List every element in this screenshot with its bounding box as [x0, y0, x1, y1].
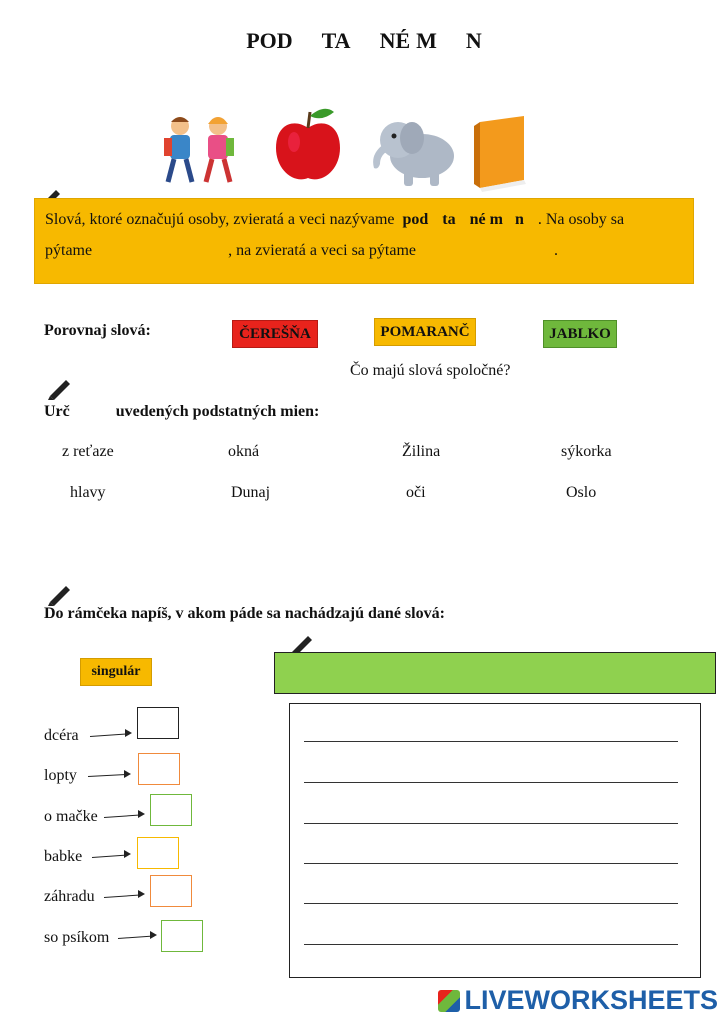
- word-tag-jablko: JABLKO: [543, 320, 617, 348]
- intro-text: . Na osoby sa: [537, 211, 625, 228]
- case-word: babke: [44, 848, 83, 865]
- compare-label: Porovnaj slová:: [44, 322, 151, 339]
- case-word: lopty: [44, 767, 77, 784]
- arrow-head: [138, 890, 145, 898]
- noun-word: okná: [228, 443, 260, 460]
- answer-box[interactable]: [137, 707, 179, 739]
- intro-bold: ta: [442, 211, 456, 228]
- writing-line[interactable]: [304, 903, 678, 904]
- arrow-head: [124, 850, 131, 858]
- answer-box[interactable]: [150, 875, 192, 907]
- noun-word: oči: [406, 484, 426, 501]
- intro-bold: pod: [402, 211, 429, 228]
- intro-box: [34, 198, 694, 284]
- intro-line-1: [45, 211, 624, 229]
- arrow-line: [104, 894, 140, 898]
- intro-text: .: [554, 242, 558, 259]
- word-tag-ceresna: ČEREŠŇA: [232, 320, 318, 348]
- writing-line[interactable]: [304, 944, 678, 945]
- answer-box[interactable]: [138, 753, 180, 785]
- writing-line[interactable]: [304, 741, 678, 742]
- intro-bold: n: [514, 211, 524, 228]
- answer-box[interactable]: [150, 794, 192, 826]
- answer-box[interactable]: [137, 837, 179, 869]
- noun-word: Oslo: [566, 484, 597, 501]
- intro-text: Slová, ktoré označujú osoby, zvieratá a veci nazývame: [45, 211, 395, 228]
- liveworksheets-logo: [438, 985, 718, 1016]
- word-tag-pomaranc: POMARANČ: [374, 318, 476, 346]
- task1-label: [44, 403, 319, 421]
- intro-text: pýtame: [45, 242, 93, 259]
- arrow-line: [118, 936, 152, 939]
- intro-bold: né m: [469, 211, 503, 228]
- title-part: M: [416, 28, 437, 53]
- arrow-line: [92, 855, 126, 858]
- arrow-line: [104, 814, 140, 818]
- arrow-line: [88, 774, 126, 777]
- pencil-icon: [46, 582, 74, 606]
- singular-tag: singulár: [80, 658, 152, 686]
- noun-word: z reťaze: [62, 443, 114, 460]
- task2-label: Do rámčeka napíš, v akom páde sa nachádzajú dané slová:: [44, 605, 445, 622]
- elephant-picture: [364, 110, 460, 190]
- title-part: TA: [321, 28, 351, 53]
- arrow-head: [125, 729, 132, 737]
- arrow-head: [124, 770, 131, 778]
- logo-text: LIVEWORKSHEETS: [464, 985, 718, 1015]
- apple-picture: [272, 104, 344, 186]
- case-word: dcéra: [44, 727, 79, 744]
- noun-word: hlavy: [70, 484, 106, 501]
- task1-label-b: uvedených podstatných mien:: [115, 403, 320, 420]
- arrow-line: [90, 733, 128, 737]
- case-word: o mačke: [44, 808, 98, 825]
- book-picture: [470, 112, 534, 192]
- noun-word: Žilina: [402, 443, 441, 460]
- arrow-head: [150, 931, 157, 939]
- answer-box[interactable]: [161, 920, 203, 952]
- case-word: so psíkom: [44, 929, 110, 946]
- intro-line-2: [45, 242, 558, 260]
- writing-panel: [289, 703, 701, 978]
- writing-line[interactable]: [304, 863, 678, 864]
- logo-icon: [438, 990, 460, 1012]
- intro-text: , na zvieratá a veci sa pýtame: [228, 242, 416, 259]
- writing-line[interactable]: [304, 823, 678, 824]
- green-heading-bar: [274, 652, 716, 694]
- writing-line[interactable]: [304, 782, 678, 783]
- title-part: NÉ: [379, 28, 411, 53]
- pencil-icon: [46, 376, 74, 400]
- arrow-head: [138, 810, 145, 818]
- noun-word: sýkorka: [561, 443, 612, 460]
- noun-word: Dunaj: [231, 484, 271, 501]
- task1-label-a: Urč: [44, 403, 70, 420]
- title-part: N: [465, 28, 482, 53]
- children-picture: [152, 110, 252, 190]
- title-part: POD: [246, 28, 293, 53]
- page-title: [0, 28, 728, 54]
- compare-question: Čo majú slová spoločné?: [350, 362, 511, 379]
- case-word: záhradu: [44, 888, 95, 905]
